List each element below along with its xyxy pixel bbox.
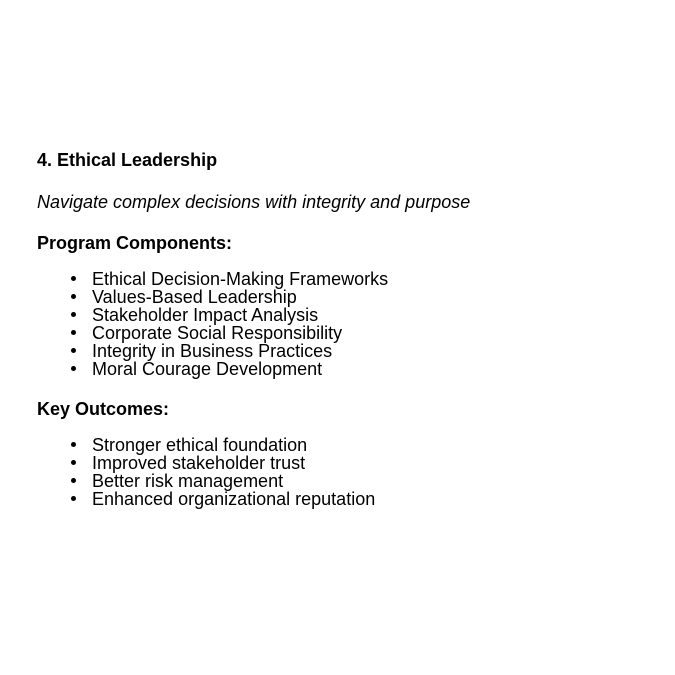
section-title: 4. Ethical Leadership <box>37 150 218 170</box>
list-item <box>71 288 657 306</box>
components-heading: Program Components: <box>37 233 233 253</box>
list-item <box>71 454 657 472</box>
list-item <box>71 324 657 342</box>
list-item <box>71 360 657 378</box>
bullet-icon <box>71 496 76 501</box>
list-item-label: Values-Based Leadership <box>92 287 297 307</box>
list-item-label: Improved stakeholder trust <box>92 453 306 473</box>
list-item <box>71 490 657 508</box>
bullet-icon <box>71 442 76 447</box>
components-list <box>37 270 657 378</box>
list-item-label: Corporate Social Responsibility <box>92 323 343 343</box>
list-item-label: Stronger ethical foundation <box>92 435 308 455</box>
list-item-label: Ethical Decision-Making Frameworks <box>92 269 389 289</box>
program-section <box>37 149 657 508</box>
list-item <box>71 306 657 324</box>
bullet-icon <box>71 276 76 281</box>
list-item-label: Integrity in Business Practices <box>92 341 333 361</box>
bullet-icon <box>71 348 76 353</box>
section-subtitle: Navigate complex decisions with integrity and purpose <box>37 192 471 212</box>
bullet-icon <box>71 330 76 335</box>
outcomes-list <box>37 436 657 508</box>
bullet-icon <box>71 478 76 483</box>
bullet-icon <box>71 294 76 299</box>
bullet-icon <box>71 460 76 465</box>
list-item-label: Moral Courage Development <box>92 359 323 379</box>
list-item <box>71 342 657 360</box>
bullet-icon <box>71 366 76 371</box>
list-item <box>71 472 657 490</box>
outcomes-heading: Key Outcomes: <box>37 399 170 419</box>
list-item-label: Enhanced organizational reputation <box>92 489 376 509</box>
list-item <box>71 436 657 454</box>
list-item <box>71 270 657 288</box>
list-item-label: Stakeholder Impact Analysis <box>92 305 319 325</box>
list-item-label: Better risk management <box>92 471 284 491</box>
bullet-icon <box>71 312 76 317</box>
